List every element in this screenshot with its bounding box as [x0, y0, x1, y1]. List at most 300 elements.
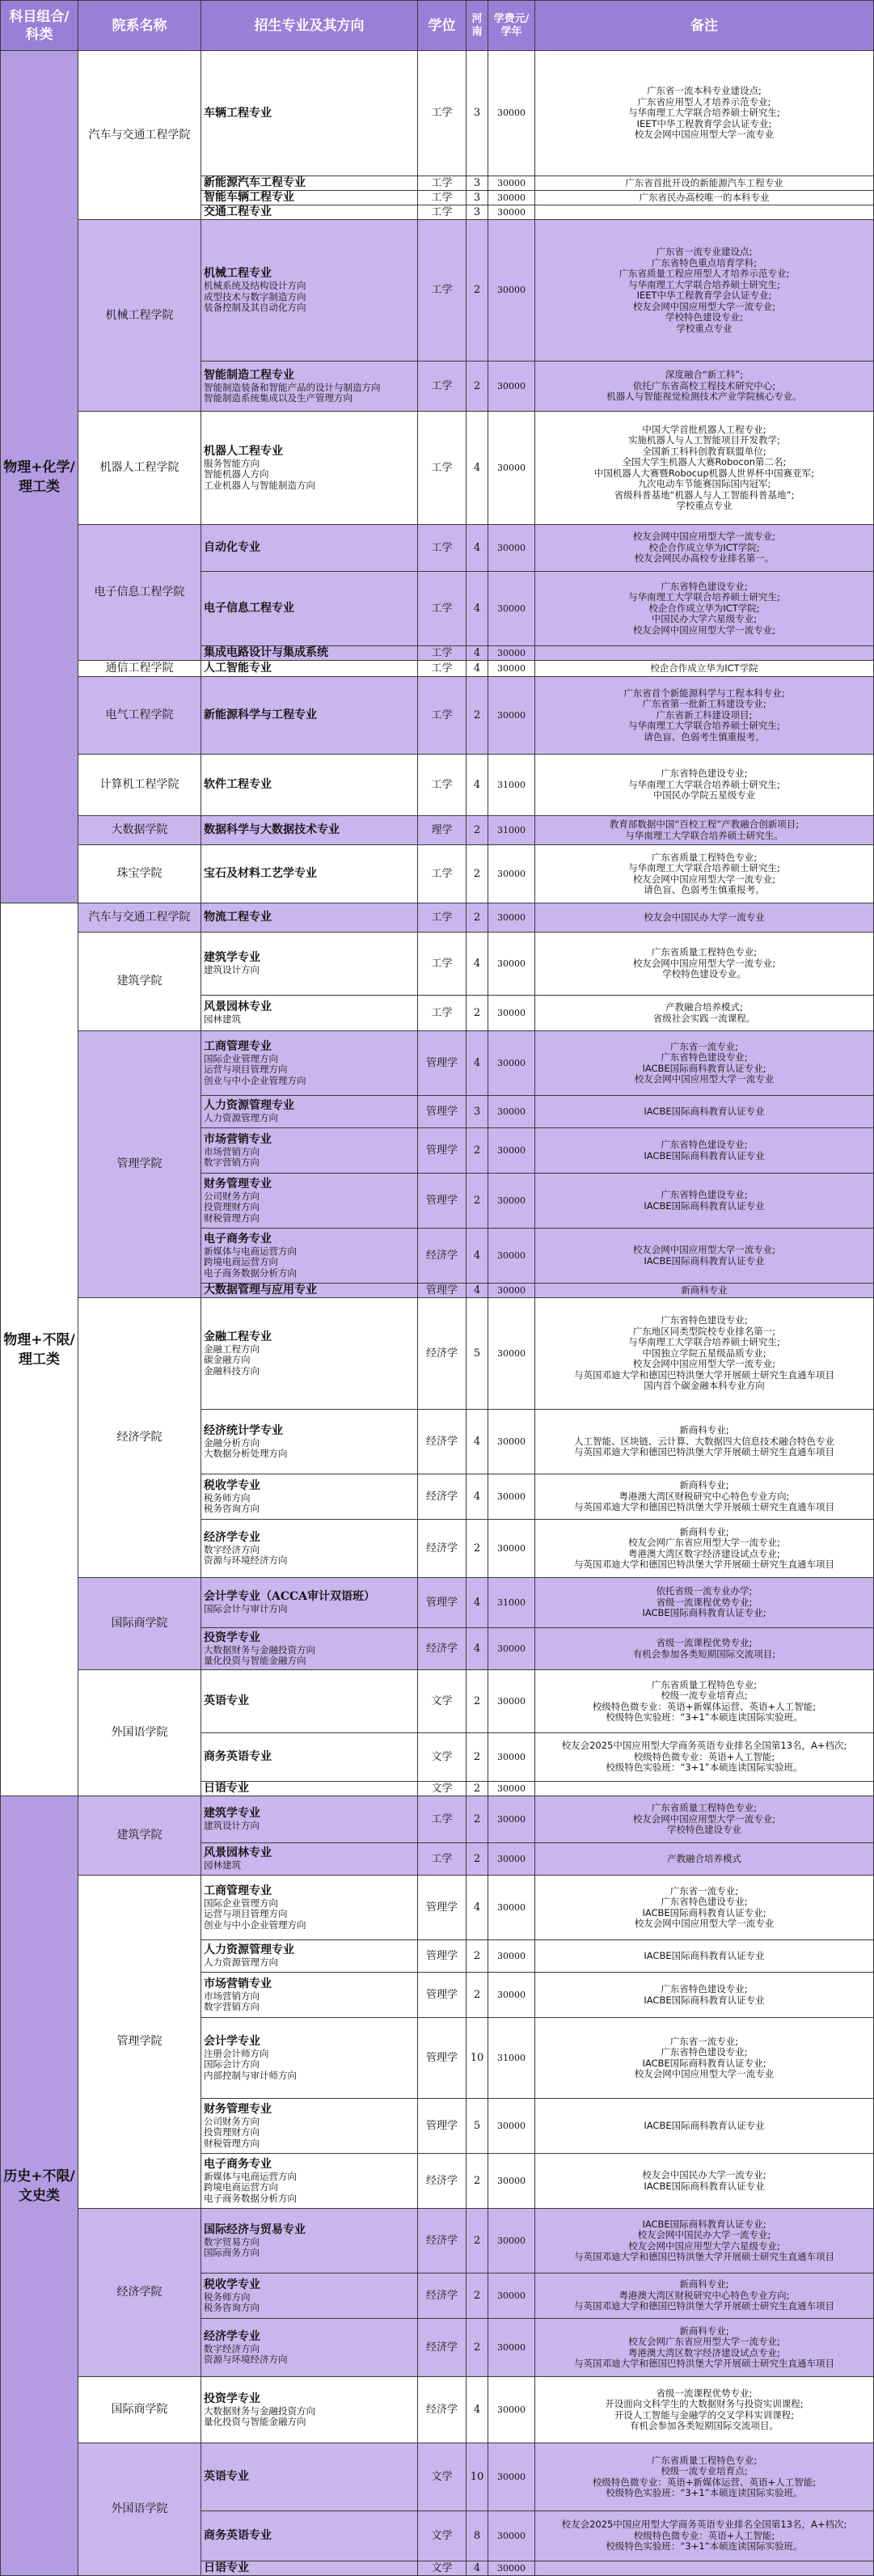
- degree-cell: 经济学: [418, 1474, 467, 1520]
- major-name: 商务英语专业: [204, 2529, 272, 2542]
- degree-cell: 文学: [418, 1733, 467, 1782]
- note-line: 中国机器人大赛暨Robocup机器人世界杯中国赛亚军;: [593, 467, 815, 479]
- henan-quota-cell: 2: [467, 1940, 488, 1973]
- note-line: 学校重点专业: [676, 322, 733, 334]
- fee-cell: 30000: [488, 677, 535, 755]
- note-line: 广东省质量工程特色专业;: [651, 1678, 758, 1690]
- major-cell: [201, 2561, 418, 2576]
- henan-quota-cell: 4: [467, 412, 488, 525]
- note-line: IACBE国际商科教育认证专业: [644, 2119, 765, 2131]
- note-line: 校友会2025中国应用型大学商务英语专业排名全国第13名，A+档次;: [561, 2519, 847, 2531]
- notes-cell: [535, 816, 874, 845]
- note-line: 校友会网广东省应用型大学一流专业;: [628, 1537, 780, 1548]
- note-line: 国内首个碳金融本科专业方向: [644, 1380, 765, 1392]
- major-direction: 装备控制及其自动化方向: [204, 302, 306, 314]
- fee-cell: 30000: [488, 661, 535, 677]
- degree-cell: 文学: [418, 2561, 467, 2576]
- major-name: 机械工程专业: [204, 267, 272, 281]
- table-row: [1, 2377, 874, 2443]
- notes-cell: [535, 525, 874, 572]
- fee-cell: 30000: [488, 1410, 535, 1474]
- major-direction: 数字贸易方向: [204, 2235, 260, 2248]
- major-name: 市场营销专业: [204, 1132, 272, 1146]
- major-direction: 跨境电商运营方向: [204, 1256, 278, 1268]
- degree-cell: 工学: [418, 661, 467, 677]
- notes-cell: [535, 2099, 874, 2154]
- major-name: 市场营销专业: [204, 1977, 272, 1990]
- notes-cell: [535, 176, 874, 191]
- fee-cell: 31000: [488, 2018, 535, 2099]
- degree-cell: 经济学: [418, 1628, 467, 1670]
- note-line: 校友会网中国应用型大学一流专业: [634, 129, 775, 141]
- major-direction: 财税管理方向: [204, 2137, 260, 2149]
- degree-cell: 管理学: [418, 2018, 467, 2099]
- henan-quota-cell: 3: [467, 51, 488, 176]
- major-cell: [201, 191, 418, 205]
- notes-cell: [535, 1229, 874, 1284]
- notes-cell: [535, 1096, 874, 1128]
- major-direction: 成型技术与数字制造方向: [204, 290, 306, 302]
- major-direction: 数字营销方向: [204, 2001, 260, 2012]
- major-direction: 创业与中小企业管理方向: [204, 1074, 306, 1086]
- note-line: 请色盲、色弱考生慎重报考。: [644, 730, 765, 742]
- degree-cell: 工学: [418, 677, 467, 755]
- college-cell: 计算机工程学院: [78, 755, 201, 816]
- degree-cell: 管理学: [418, 1096, 467, 1128]
- henan-quota-cell: 10: [467, 2018, 488, 2099]
- college-cell: 建筑学院: [78, 1796, 201, 1876]
- major-cell: [201, 1973, 418, 2018]
- major-name: 工商管理专业: [204, 1039, 272, 1053]
- henan-quota-cell: 2: [467, 845, 488, 903]
- note-line: 广东省质量工程特色专业;: [651, 1802, 758, 1814]
- note-line: 校友会网中国应用型大学一流专业;: [632, 531, 776, 543]
- notes-cell: [535, 1174, 874, 1229]
- henan-quota-cell: 4: [467, 1876, 488, 1940]
- header-college: 院系名称: [78, 1, 201, 51]
- header-henan: 河南: [467, 1, 488, 51]
- category-cell: 历史+不限/文史类: [1, 1796, 78, 2576]
- major-cell: [201, 2377, 418, 2443]
- note-line: 校级特色实验班：“3+1”本硕连读国际实验班。: [606, 2540, 803, 2553]
- note-line: 粤港澳大湾区财税研究中心特色专业方向;: [619, 2289, 790, 2301]
- major-direction: 机械系统及结构设计方向: [204, 280, 306, 292]
- notes-cell: [535, 2154, 874, 2209]
- henan-quota-cell: 2: [467, 1782, 488, 1796]
- note-line: 与华南理工大学联合培养硕士研究生。: [625, 829, 783, 841]
- henan-quota-cell: 4: [467, 1284, 488, 1298]
- notes-cell: [535, 220, 874, 362]
- major-cell: [201, 2511, 418, 2561]
- note-line: 校友会网中国应用型大学一流专业: [634, 1073, 775, 1085]
- notes-cell: [535, 191, 874, 205]
- header-row: [1, 1, 874, 51]
- degree-cell: 管理学: [418, 1973, 467, 2018]
- major-name: 风景园林专业: [204, 1846, 272, 1860]
- table-row: [1, 412, 874, 525]
- major-direction: 市场营销方向: [204, 1145, 260, 1157]
- college-cell: 通信工程学院: [78, 661, 201, 677]
- major-direction: 税务咨询方向: [204, 1503, 260, 1514]
- notes-cell: [535, 1474, 874, 1520]
- note-line: 教育部数据中国“百校工程”产教融合创新项目;: [609, 818, 800, 830]
- note-line: 校级一流专业培育点;: [661, 2465, 748, 2477]
- major-direction: 金融科技方向: [204, 1364, 260, 1377]
- degree-cell: 经济学: [418, 1410, 467, 1474]
- note-line: 机器人与智能视觉检测技术产业学院核心专业。: [606, 391, 802, 403]
- degree-cell: 经济学: [418, 2209, 467, 2274]
- major-name: 建筑学专业: [204, 951, 260, 965]
- note-line: 校友会网民办高校专业排名第一。: [634, 552, 775, 565]
- note-line: 省级科普基地“机器人与人工智能科普基地”;: [614, 489, 795, 501]
- degree-cell: 工学: [418, 51, 467, 176]
- henan-quota-cell: 2: [467, 1733, 488, 1782]
- fee-cell: 30000: [488, 1174, 535, 1229]
- note-line: 校友会中国民办大学一流专业: [644, 911, 765, 923]
- major-cell: [201, 362, 418, 412]
- henan-quota-cell: 4: [467, 933, 488, 996]
- major-cell: [201, 412, 418, 525]
- henan-quota-cell: 2: [467, 2274, 488, 2319]
- degree-cell: 管理学: [418, 1031, 467, 1096]
- major-cell: [201, 2154, 418, 2209]
- notes-cell: [535, 1520, 874, 1578]
- major-name: 国际经济与贸易专业: [204, 2223, 306, 2236]
- note-line: 广东省一流本科专业建设点;: [647, 85, 762, 97]
- note-line: 中国民办学院五星级专业: [652, 789, 756, 802]
- major-name: 电子信息工程专业: [204, 602, 294, 615]
- note-line: 广东省特色建设专业;: [661, 2046, 748, 2058]
- table-row: [1, 51, 874, 176]
- major-direction: 投资理财方向: [204, 1201, 260, 1213]
- fee-cell: 30000: [488, 1782, 535, 1796]
- note-line: 省级一流课程优势专业;: [656, 1596, 753, 1608]
- fee-cell: 30000: [488, 220, 535, 362]
- major-direction: 资源与环境经济方向: [204, 1554, 288, 1566]
- college-cell: 机械工程学院: [78, 220, 201, 412]
- notes-cell: [535, 1876, 874, 1940]
- college-cell: 经济学院: [78, 2209, 201, 2377]
- major-cell: [201, 2443, 418, 2511]
- note-line: 省级社会实践一流课程。: [652, 1012, 756, 1024]
- major-name: 自动化专业: [204, 541, 260, 554]
- college-cell: 汽车与交通工程学院: [78, 903, 201, 933]
- major-name: 英语专业: [204, 2470, 249, 2483]
- major-name: 数据科学与大数据技术专业: [204, 823, 340, 836]
- major-cell: [201, 1410, 418, 1474]
- major-name: 财务管理专业: [204, 1177, 272, 1191]
- major-direction: 服务智能方向: [204, 457, 260, 469]
- major-cell: [201, 646, 418, 661]
- note-line: 有机会参加各类短期国际交流项目;: [632, 1648, 776, 1660]
- major-direction: 电子商务数据分析方向: [204, 2192, 297, 2204]
- henan-quota-cell: 2: [467, 220, 488, 362]
- note-line: IACBE国际商科教育认证专业;: [642, 2218, 766, 2230]
- major-cell: [201, 1174, 418, 1229]
- note-line: 与英国邓迪大学和德国巴特洪堡大学开展硕士研究生直通车项目: [574, 1446, 834, 1458]
- note-line: 校级特色微专业：英语+人工智能;: [633, 2529, 775, 2541]
- major-name: 财务管理专业: [204, 2102, 272, 2116]
- note-line: 校友会网中国应用型大学一流专业;: [632, 300, 776, 312]
- degree-cell: 经济学: [418, 2319, 467, 2377]
- major-direction: 人力资源管理方向: [204, 1112, 278, 1124]
- henan-quota-cell: 3: [467, 191, 488, 205]
- note-line: 广东省特色建设专业;: [661, 580, 748, 592]
- note-line: 新商科专业;: [679, 1424, 729, 1436]
- notes-cell: [535, 1284, 874, 1298]
- henan-quota-cell: 2: [467, 1973, 488, 2018]
- henan-quota-cell: 2: [467, 677, 488, 755]
- henan-quota-cell: 8: [467, 2511, 488, 2561]
- major-direction: 财税管理方向: [204, 1212, 260, 1224]
- major-name: 人力资源管理专业: [204, 1944, 294, 1957]
- notes-cell: [535, 1128, 874, 1174]
- category-cell: 物理+不限/理工类: [1, 903, 78, 1796]
- major-cell: [201, 1578, 418, 1628]
- note-line: 广东省特色重点培育学科;: [651, 256, 758, 269]
- fee-cell: 30000: [488, 2443, 535, 2511]
- henan-quota-cell: 2: [467, 362, 488, 412]
- note-line: 省级一流课程优势专业;: [656, 2387, 753, 2399]
- note-line: 广东省首个新能源科学与工程本科专业;: [623, 687, 785, 699]
- notes-cell: [535, 362, 874, 412]
- note-line: 广东省特色建设专业;: [661, 1983, 748, 1994]
- table-row: [1, 525, 874, 572]
- note-line: 校友会网中国应用型大学一流专业;: [632, 624, 776, 636]
- note-line: 中国独立学院五星级品质专业;: [642, 1347, 766, 1359]
- fee-cell: 30000: [488, 2377, 535, 2443]
- degree-cell: 经济学: [418, 1298, 467, 1410]
- note-line: IACBE国际商科教育认证专业: [644, 1949, 765, 1961]
- major-direction: 建筑设计方向: [204, 964, 260, 976]
- note-line: 广东省一流专业;: [669, 2035, 739, 2047]
- notes-cell: [535, 646, 874, 661]
- degree-cell: 经济学: [418, 2274, 467, 2319]
- major-cell: [201, 1520, 418, 1578]
- fee-cell: 30000: [488, 572, 535, 646]
- major-direction: 创业与中小企业管理方向: [204, 1918, 306, 1931]
- major-name: 英语专业: [204, 1694, 249, 1707]
- major-cell: [201, 1670, 418, 1733]
- henan-quota-cell: 3: [467, 176, 488, 191]
- major-direction: 量化投资与智能金融方向: [204, 2416, 306, 2427]
- fee-cell: 30000: [488, 2154, 535, 2209]
- major-direction: 公司财务方向: [204, 2115, 260, 2127]
- note-line: 与英国邓迪大学和德国巴特洪堡大学开展硕士研究生直通车项目: [574, 2300, 834, 2312]
- henan-quota-cell: 5: [467, 2099, 488, 2154]
- henan-quota-cell: 4: [467, 1410, 488, 1474]
- note-line: 校级特色实验班：“3+1”本硕连读国际实验班。: [606, 2487, 803, 2498]
- fee-cell: 30000: [488, 1843, 535, 1876]
- notes-cell: [535, 2274, 874, 2319]
- note-line: 广东省特色建设专业;: [661, 1139, 748, 1150]
- henan-quota-cell: 4: [467, 1229, 488, 1284]
- note-line: 学校重点专业: [676, 500, 733, 511]
- notes-cell: [535, 2443, 874, 2511]
- note-line: 校友会网广东省应用型大学一流专业;: [628, 2336, 780, 2347]
- major-cell: [201, 1031, 418, 1096]
- major-direction: 人力资源管理方向: [204, 1956, 278, 1969]
- note-line: 校友会网中国应用型大学一流专业;: [632, 1244, 776, 1255]
- major-direction: 国际商务方向: [204, 2247, 260, 2258]
- major-name: 工商管理专业: [204, 1884, 272, 1897]
- henan-quota-cell: 4: [467, 2377, 488, 2443]
- major-name: 智能车辆工程专业: [204, 191, 294, 204]
- degree-cell: 理学: [418, 816, 467, 845]
- major-name: 集成电路设计与集成系统: [204, 646, 328, 659]
- note-line: 与华南理工大学联合培养硕士研究生;: [628, 591, 780, 603]
- note-line: 与英国邓迪大学和德国巴特洪堡大学开展硕士研究生直通车项目: [574, 1559, 834, 1570]
- table-row: [1, 1298, 874, 1410]
- major-name: 软件工程专业: [204, 778, 272, 791]
- table-row: [1, 2209, 874, 2274]
- fee-cell: 30000: [488, 646, 535, 661]
- major-direction: 新媒体与电商运营方向: [204, 1245, 297, 1257]
- header-major: 招生专业及其方向: [201, 1, 418, 51]
- major-direction: 数字经济方向: [204, 2342, 260, 2354]
- major-direction: 新媒体与电商运营方向: [204, 2170, 297, 2182]
- note-line: 校友会网中国应用型大学一流专业;: [632, 1358, 776, 1370]
- fee-cell: 30000: [488, 176, 535, 191]
- degree-cell: 经济学: [418, 1229, 467, 1284]
- note-line: 与英国邓迪大学和德国巴特洪堡大学开展硕士研究生直通车项目: [574, 2358, 834, 2369]
- major-name: 金融工程专业: [204, 1330, 272, 1343]
- note-line: 与英国邓迪大学和德国巴特洪堡大学开展硕士研究生直通车项目: [574, 1501, 834, 1513]
- table-row: [1, 1670, 874, 1733]
- henan-quota-cell: 4: [467, 1031, 488, 1096]
- fee-cell: 30000: [488, 1973, 535, 2018]
- major-name: 电子商务专业: [204, 2157, 272, 2171]
- henan-quota-cell: 2: [467, 1520, 488, 1578]
- notes-cell: [535, 1782, 874, 1796]
- major-direction: 国际会计方向: [204, 2058, 260, 2071]
- major-direction: 量化投资与智能金融方向: [204, 1655, 306, 1666]
- note-line: 校级一流专业培育点;: [661, 1690, 748, 1701]
- note-line: 校级特色实验班：“3+1”本硕连读国际实验班。: [606, 1762, 803, 1774]
- college-cell: 机器人工程学院: [78, 412, 201, 525]
- major-cell: [201, 661, 418, 677]
- degree-cell: 工学: [418, 996, 467, 1031]
- notes-cell: [535, 2511, 874, 2561]
- henan-quota-cell: 3: [467, 205, 488, 220]
- note-line: 中国大学首批机器人工程专业;: [642, 423, 766, 435]
- note-line: 校级特色微专业：英语+人工智能;: [633, 1750, 775, 1762]
- table-row: [1, 845, 874, 903]
- degree-cell: 工学: [418, 412, 467, 525]
- notes-cell: [535, 1940, 874, 1973]
- header-fee: 学费元/学年: [488, 1, 535, 51]
- henan-quota-cell: 2: [467, 1796, 488, 1843]
- henan-quota-cell: 4: [467, 2561, 488, 2576]
- note-line: 与华南理工大学联合培养硕士研究生;: [628, 107, 780, 119]
- note-line: 新商科专业;: [679, 1525, 729, 1538]
- major-cell: [201, 933, 418, 996]
- notes-cell: [535, 1796, 874, 1843]
- note-line: 校级特色微专业：英语+新媒体运营、英语+人工智能;: [592, 2476, 817, 2488]
- fee-cell: 30000: [488, 1229, 535, 1284]
- degree-cell: 文学: [418, 1782, 467, 1796]
- header-notes: 备注: [535, 1, 874, 51]
- major-name: 物流工程专业: [204, 911, 272, 924]
- college-cell: 国际商学院: [78, 2377, 201, 2443]
- fee-cell: 30000: [488, 1096, 535, 1128]
- henan-quota-cell: 2: [467, 816, 488, 845]
- note-line: 校友会网中国应用型大学一流专业: [634, 1918, 775, 1929]
- notes-cell: [535, 845, 874, 903]
- notes-cell: [535, 1733, 874, 1782]
- major-name: 人工智能专业: [204, 662, 272, 675]
- major-direction: 运营与项目管理方向: [204, 1064, 288, 1076]
- degree-cell: 经济学: [418, 2154, 467, 2209]
- note-line: 广东省特色建设专业;: [661, 1051, 748, 1063]
- note-line: 学校特色建设专业。: [662, 968, 746, 980]
- note-line: 广东省特色建设专业;: [661, 1896, 748, 1907]
- major-name: 机器人工程专业: [204, 444, 283, 458]
- fee-cell: 30000: [488, 2561, 535, 2576]
- major-name: 会计学专业: [204, 2034, 260, 2048]
- college-cell: 建筑学院: [78, 933, 201, 1031]
- note-line: 实施机器人与人工智能项目开发教学;: [628, 434, 780, 446]
- henan-quota-cell: 4: [467, 1578, 488, 1628]
- major-direction: 国际企业管理方向: [204, 1052, 278, 1064]
- note-line: 广东省特色建设专业;: [661, 768, 748, 780]
- note-line: 有机会参加各类短期国际交流项目。: [630, 2420, 779, 2431]
- note-line: 依托省级一流专业办学;: [656, 1585, 753, 1597]
- degree-cell: 文学: [418, 2511, 467, 2561]
- note-line: 校企合作成立华为ICT学院;: [648, 602, 760, 614]
- henan-quota-cell: 2: [467, 2209, 488, 2274]
- note-line: 全国新工科科创教育联盟单位;: [642, 445, 766, 457]
- note-line: 校友会网中国应用型大学一流专业;: [632, 957, 776, 969]
- fee-cell: 30000: [488, 1733, 535, 1782]
- note-line: 依托广东省高校工程技术研究中心;: [632, 379, 776, 391]
- major-cell: [201, 1876, 418, 1940]
- notes-cell: [535, 996, 874, 1031]
- major-cell: [201, 51, 418, 176]
- henan-quota-cell: 4: [467, 755, 488, 816]
- major-direction: 注册会计师方向: [204, 2047, 269, 2059]
- major-name: 建筑学专业: [204, 1807, 260, 1821]
- college-cell: 外国语学院: [78, 2443, 201, 2576]
- major-cell: [201, 1229, 418, 1284]
- notes-cell: [535, 1628, 874, 1670]
- note-line: 与华南理工大学联合培养硕士研究生;: [628, 778, 780, 790]
- degree-cell: 管理学: [418, 1578, 467, 1628]
- note-line: 与华南理工大学联合培养硕士研究生;: [628, 720, 780, 732]
- college-cell: 汽车与交通工程学院: [78, 51, 201, 220]
- fee-cell: 30000: [488, 2099, 535, 2154]
- degree-cell: 文学: [418, 2443, 467, 2511]
- note-line: 广东省一流专业;: [669, 1040, 739, 1052]
- major-direction: 数字经济方向: [204, 1543, 260, 1555]
- note-line: 广东省特色建设专业;: [661, 1189, 748, 1200]
- major-cell: [201, 996, 418, 1031]
- notes-cell: [535, 2209, 874, 2274]
- note-line: 粤港澳大湾区财税研究中心特色专业方向;: [619, 1490, 790, 1502]
- note-line: 广东省特色建设专业;: [661, 1314, 748, 1326]
- note-line: IACBE国际商科教育认证专业: [644, 1149, 765, 1161]
- major-cell: [201, 903, 418, 933]
- notes-cell: [535, 1031, 874, 1096]
- college-cell: 国际商学院: [78, 1578, 201, 1670]
- major-cell: [201, 1940, 418, 1973]
- major-direction: 市场营销方向: [204, 1990, 260, 2002]
- major-cell: [201, 816, 418, 845]
- henan-quota-cell: 2: [467, 996, 488, 1031]
- note-line: IACBE国际商科教育认证专业;: [642, 2057, 766, 2069]
- major-direction: 智能机器人方向: [204, 468, 269, 480]
- major-cell: [201, 2274, 418, 2319]
